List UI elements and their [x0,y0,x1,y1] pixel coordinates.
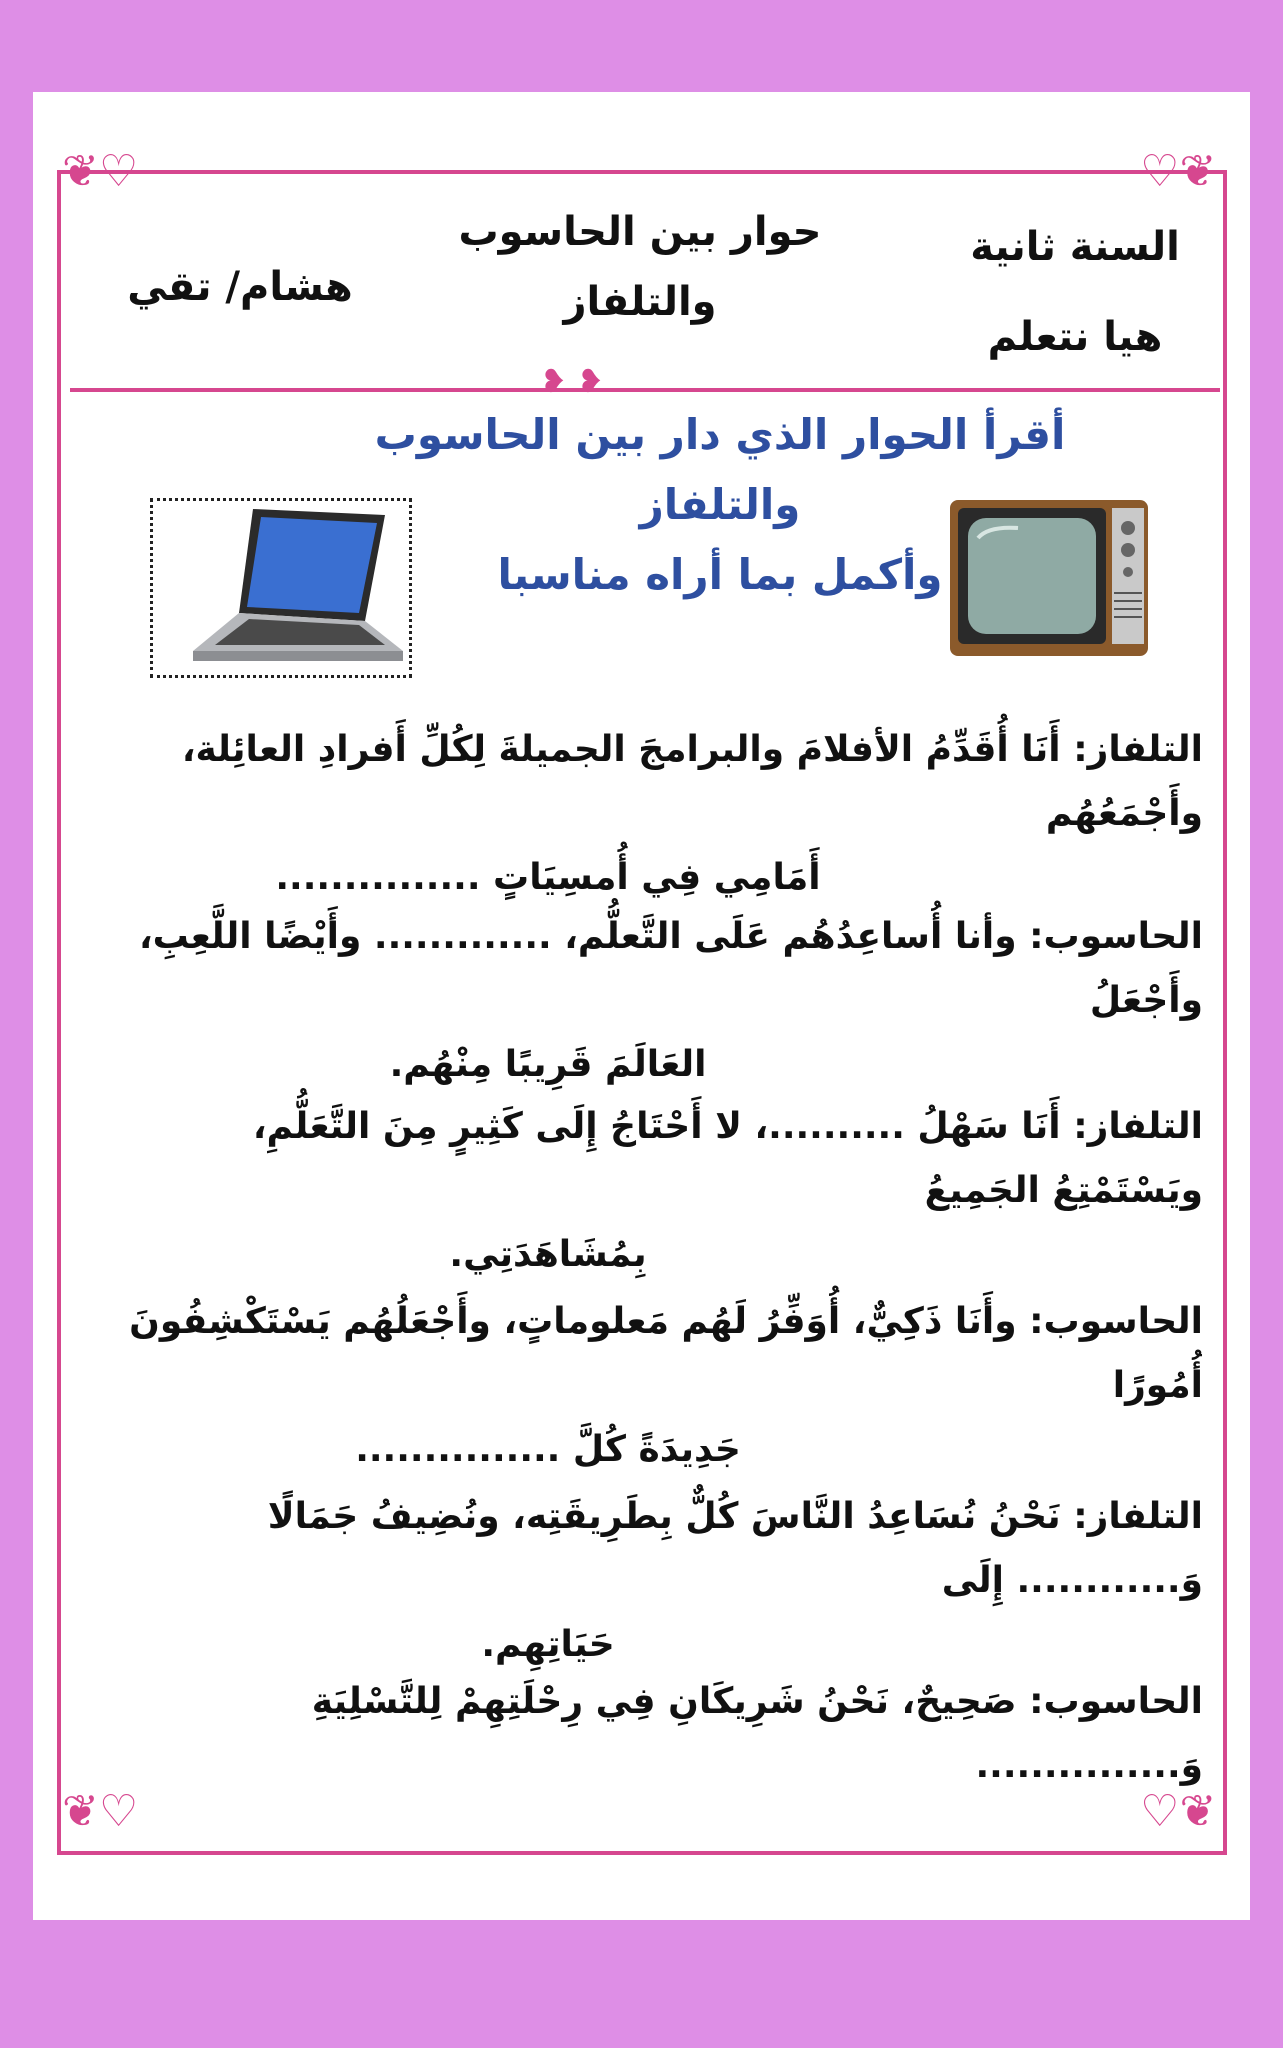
instruction-line2: وأكمل بما أراه مناسبا [497,550,943,599]
dialogue-line [93,1095,1203,1287]
teacher-name: هشام/ تقي [127,264,353,310]
dialogue-line [93,905,1203,1097]
subject-label: هيا نتعلم [987,314,1163,360]
dialogue-text: صَحِيحٌ، نَحْنُ شَرِيكَانِ فِي رِحْلَتِهِمْ لِلتَّسْلِيَةِ وَ............... [311,1681,1203,1786]
dialogue-text: أَنَا سَهْلُ ..........، لا أَحْتَاجُ إِلَى كَثِيرٍ مِنَ التَّعَلُّمِ، ويَسْتَمْتِعُ الجَمِيعُ [252,1106,1203,1211]
dialogue-text: وأنا أُساعِدُهُم عَلَى التَّعلُّم، ............. وأَيْضًا اللَّعِبِ، وأَجْعَلُ [138,916,1203,1021]
heart-ornament-icon: ♡❦ [62,146,139,197]
tv-icon [948,498,1150,662]
dialogue-continuation: العَالَمَ قَرِيبًا مِنْهُم. [389,1044,707,1085]
dialogue-speaker: الحاسوب: [1029,1301,1203,1342]
dialogue-line [93,1290,1203,1482]
page-title-line2: والتلفاز [563,279,717,325]
dialogue-text: أَنَا أُقَدِّمُ الأفلامَ والبرامجَ الجميلةَ لِكُلِّ أَفرادِ العائِلة، وأَجْمَعُهُم [181,729,1203,834]
dialogue-continuation: أَمَامِي فِي أُمسِيَاتٍ ............... [275,857,821,898]
dialogue-continuation: بِمُشَاهَدَتِي. [449,1234,647,1275]
dialogue-line [93,718,1203,910]
dialogue-line [93,1485,1203,1677]
dialogue-text: وأَنَا ذَكِيٌّ، أُوَفِّرُ لَهُم مَعلوماتٍ، وأَجْعَلُهُم يَسْتَكْشِفُونَ أُمُورًا [129,1301,1203,1406]
dialogue-speaker: الحاسوب: [1029,916,1203,957]
dialogue-speaker: التلفاز: [1073,1496,1203,1537]
header-divider [70,388,1220,392]
instruction-line1: أقرأ الحوار الذي دار بين الحاسوب والتلفاز [374,410,1066,529]
heart-ornament-icon: ❥ ❥ [540,362,604,400]
laptop-icon [150,498,412,678]
dialogue-speaker: التلفاز: [1073,729,1203,770]
dialogue-speaker: التلفاز: [1073,1106,1203,1147]
heart-ornament-icon: ♡❦ [62,1786,139,1837]
dialogue-speaker: الحاسوب: [1029,1681,1203,1722]
dialogue-continuation: جَدِيدَةً كُلَّ ............... [355,1429,741,1470]
dialogue-continuation: حَيَاتِهِم. [481,1624,615,1665]
page-title: حوار بين الحاسوب [458,209,822,255]
dialogue-text: نَحْنُ نُسَاعِدُ النَّاسَ كُلٌّ بِطَرِيقَتِه، ونُضِيفُ جَمَالًا وَ............ إِلَى [267,1496,1203,1601]
heart-ornament-icon: ❦♡ [1140,146,1217,197]
dialogue-line [93,1670,1203,1798]
heart-ornament-icon: ❦♡ [1140,1786,1217,1837]
grade-label: السنة ثانية [970,224,1180,270]
